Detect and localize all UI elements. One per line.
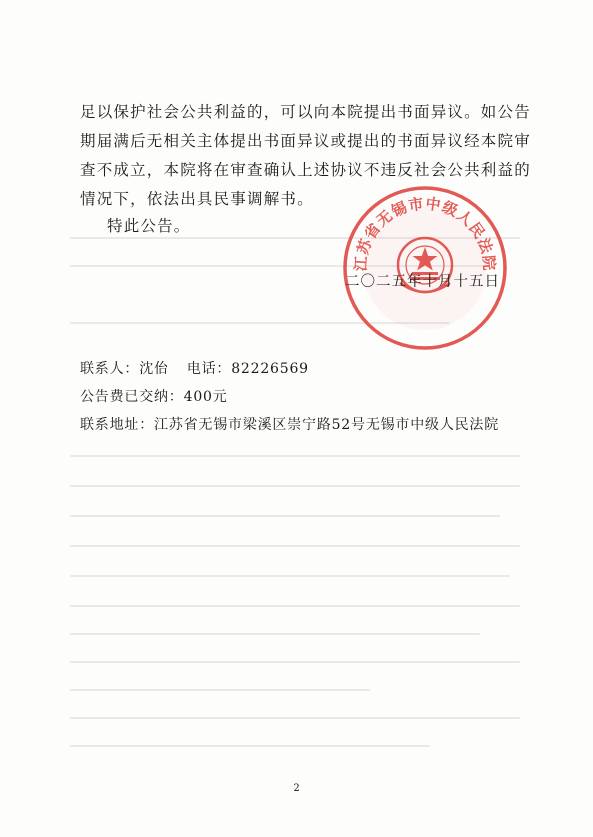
page-number: 2 <box>293 783 300 794</box>
show-through-line <box>70 575 510 577</box>
fee-value: 400元 <box>183 389 228 405</box>
document-date: 二〇二五年十月十五日 <box>345 274 500 290</box>
address-label: 联系地址： <box>80 417 154 433</box>
show-through-line <box>70 661 520 663</box>
body-line: 情况下，依法出具民事调解书。 <box>80 190 314 208</box>
show-through-line <box>70 545 520 547</box>
phone-number: 82226569 <box>231 361 309 377</box>
body-line: 期届满后无相关主体提出书面异议或提出的书面异议经本院审 <box>80 132 531 150</box>
show-through-line <box>70 689 370 691</box>
body-line: 足以保护社会公共利益的，可以向本院提出书面异议。如公告 <box>80 103 531 121</box>
address-row <box>80 414 499 434</box>
fee-label: 公告费已交纳： <box>80 389 184 405</box>
seal-text: 江苏省无锡市中级人民法院 <box>351 194 499 272</box>
phone-label: 电话： <box>186 361 232 377</box>
contact-person-row <box>80 358 309 378</box>
contact-person-name: 沈佁 <box>139 361 169 377</box>
show-through-line <box>70 485 520 487</box>
show-through-line <box>70 605 520 607</box>
closing-statement: 特此公告。 <box>107 217 191 235</box>
show-through-line <box>70 717 520 719</box>
show-through-line <box>70 455 520 457</box>
body-line: 查不成立，本院将在审查确认上述协议不违反社会公共利益的 <box>80 161 531 179</box>
show-through-line <box>70 633 480 635</box>
address-value: 江苏省无锡市梁溪区崇宁路52号无锡市中级人民法院 <box>154 417 500 433</box>
contact-person-label: 联系人： <box>80 361 140 377</box>
show-through-line <box>70 515 500 517</box>
show-through-line <box>70 745 430 747</box>
fee-row <box>80 386 228 406</box>
court-seal-stamp <box>340 183 510 353</box>
